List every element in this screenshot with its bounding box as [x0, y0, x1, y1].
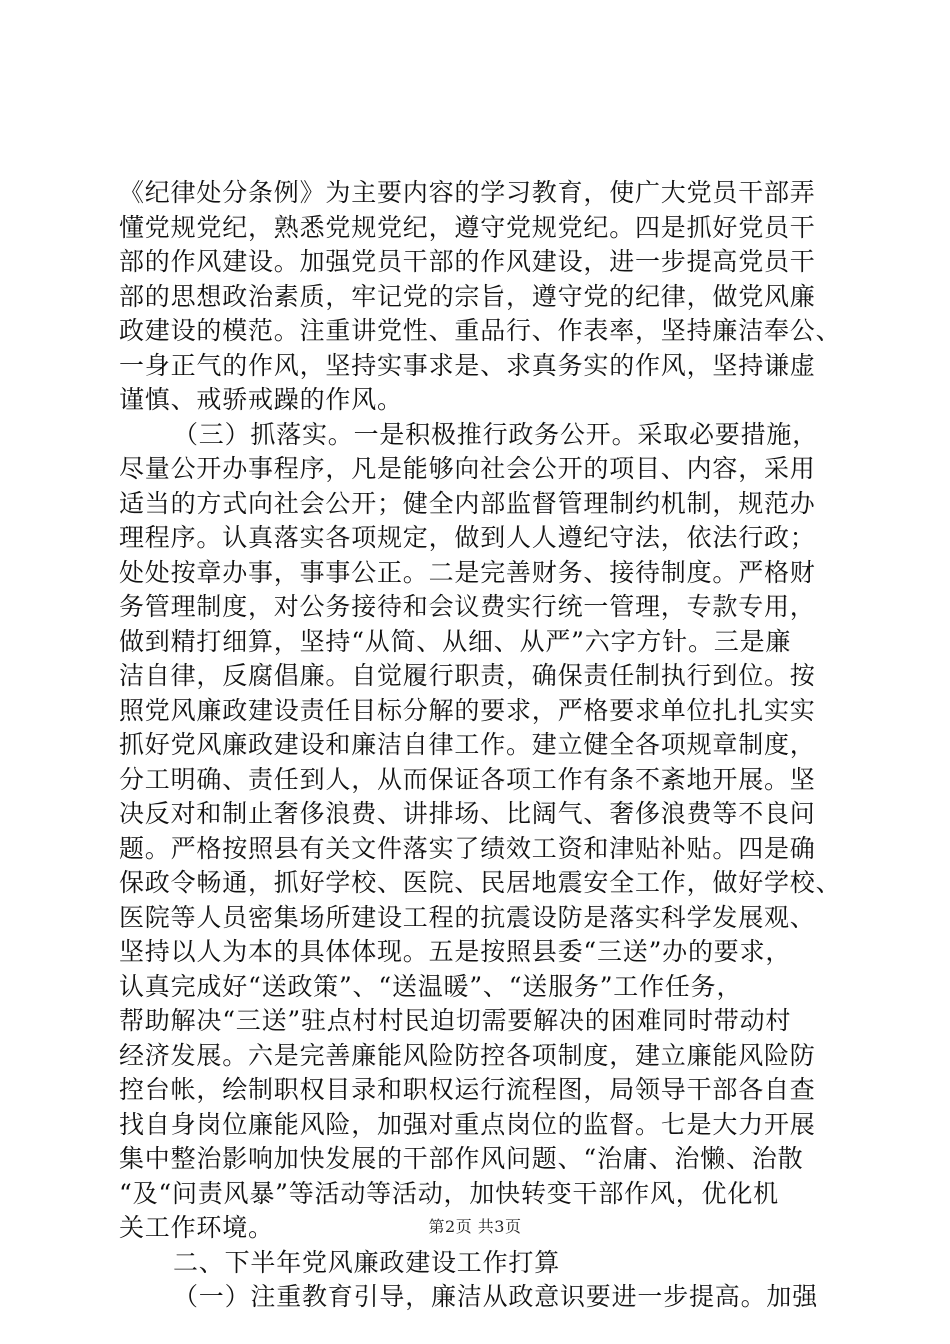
text-line: 决反对和制止奢侈浪费、讲排场、比阔气、奢侈浪费等不良问 — [119, 799, 816, 828]
text-line: 控台帐，绘制职权目录和职权运行流程图，局领导干部各自查 — [119, 1075, 816, 1104]
text-line: 照党风廉政建设责任目标分解的要求，严格要求单位扎扎实实 — [119, 695, 816, 725]
text-line: 做到精打细算，坚持“从简、从细、从严”六字方针。三是廉 — [119, 626, 792, 656]
text-line: 认真完成好“送政策”、“送温暖”、“送服务”工作任务， — [119, 971, 743, 1001]
text-line: 关工作环境。 — [119, 1213, 274, 1242]
text-line: 懂党规党纪，熟悉党规党纪，遵守党规党纪。四是抓好党员干 — [119, 212, 816, 242]
text-line: 经济发展。六是完善廉能风险防控各项制度，建立廉能风险防 — [119, 1040, 816, 1070]
text-line: 务管理制度，对公务接待和会议费实行统一管理，专款专用， — [119, 592, 816, 621]
text-line: （一）注重教育引导，廉洁从政意识要进一步提高。加强 — [173, 1282, 819, 1311]
text-line: 处处按章办事，事事公正。二是完善财务、接待制度。严格财 — [119, 557, 816, 587]
text-line: 一身正气的作风，坚持实事求是、求真务实的作风，坚持谦虚 — [119, 350, 816, 380]
text-line: 适当的方式向社会公开；健全内部监督管理制约机制，规范办 — [119, 488, 816, 518]
text-line: 谨慎、戒骄戒躁的作风。 — [119, 385, 403, 414]
text-line: “及“问责风暴”等活动等活动，加快转变干部作风，优化机 — [119, 1178, 779, 1208]
text-line: 坚持以人为本的具体体现。五是按照县委“三送”办的要求， — [119, 937, 792, 966]
page-footer: 第2页 共3页 — [428, 1217, 522, 1236]
text-line: 抓好党风廉政建设和廉洁自律工作。建立健全各项规章制度， — [119, 730, 816, 759]
text-line: 帮助解决“三送”驻点村村民迫切需要解决的困难同时带动村 — [119, 1006, 792, 1035]
text-line: 医院等人员密集场所建设工程的抗震设防是落实科学发展观、 — [119, 902, 816, 932]
text-line: 分工明确、责任到人，从而保证各项工作有条不紊地开展。坚 — [119, 764, 816, 794]
text-line: 找自身岗位廉能风险，加强对重点岗位的监督。七是大力开展 — [119, 1109, 816, 1139]
text-line: 部的思想政治素质，牢记党的宗旨，遵守党的纪律，做党风廉 — [119, 281, 816, 311]
text-line: 集中整治影响加快发展的干部作风问题、“治庸、治懒、治散 — [119, 1144, 804, 1173]
text-line: 尽量公开办事程序，凡是能够向社会公开的项目、内容，采用 — [119, 454, 816, 483]
text-line: 《纪律处分条例》为主要内容的学习教育，使广大党员干部弄 — [119, 178, 816, 207]
text-line: （三）抓落实。一是积极推行政务公开。采取必要措施， — [173, 419, 819, 449]
text-line: 理程序。认真落实各项规定，做到人人遵纪守法，依法行政； — [119, 523, 816, 552]
text-line: 政建设的模范。注重讲党性、重品行、作表率，坚持廉洁奉公、 — [119, 316, 842, 345]
text-line: 保政令畅通，抓好学校、医院、民居地震安全工作，做好学校、 — [119, 868, 842, 897]
text-line: 二、下半年党风廉政建设工作打算 — [173, 1247, 561, 1277]
document-body — [119, 176, 859, 1315]
text-line: 部的作风建设。加强党员干部的作风建设，进一步提高党员干 — [119, 247, 816, 276]
text-line: 洁自律，反腐倡廉。自觉履行职责，确保责任制执行到位。按 — [119, 661, 816, 690]
text-line: 题。严格按照县有关文件落实了绩效工资和津贴补贴。四是确 — [119, 833, 816, 863]
